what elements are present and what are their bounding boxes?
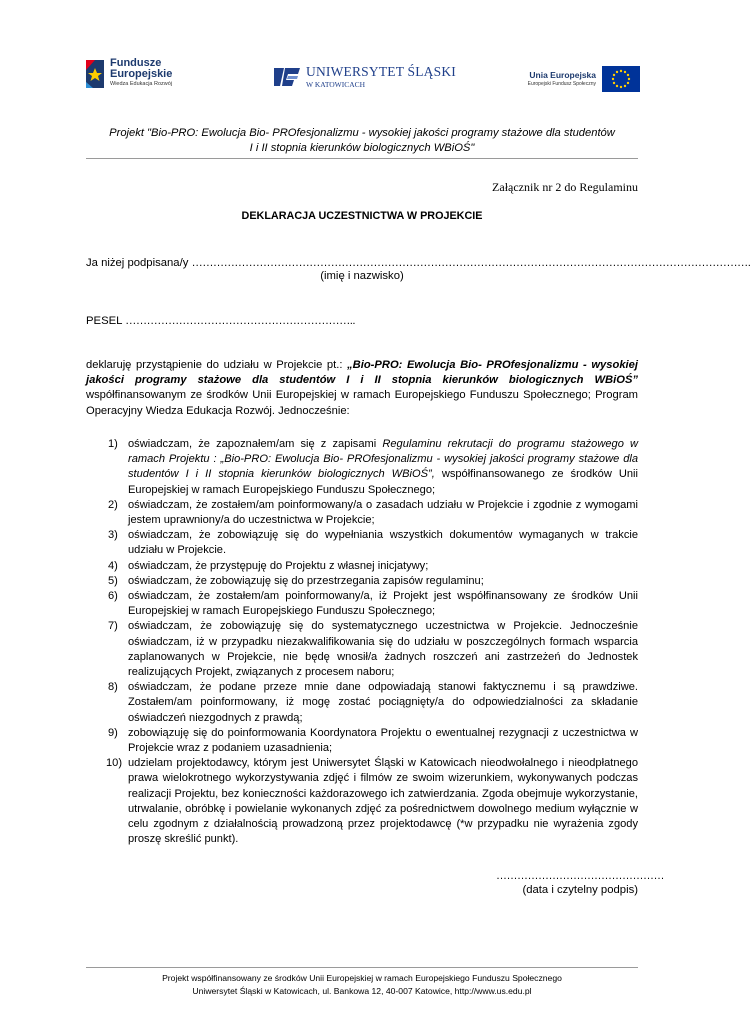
intro-after: współfinansowanym ze środków Unii Europejskiej w ramach Europejskiego Funduszu Społecznego; Program Operacyjny Wiedza Edukacja Rozwój. Jednocześnie: [86,389,638,417]
name-field-caption: (imię i nazwisko) [320,270,404,282]
page-footer [86,972,638,998]
project-header [86,126,638,156]
declaration-item [86,589,638,619]
fundusze-star-icon [84,56,106,92]
university-name: UNIWERSYTET ŚLĄSKI [306,64,456,79]
declaration-text: oświadczam, że zobowiązuję się do wypełniania wszystkich dokumentów wymaganych w trakcie udziału w Projekcie. [128,529,638,557]
project-header-line1: Projekt "Bio-PRO: Ewolucja Bio- PROfesjonalizmu - wysokiej jakości programy stażowe dla studentów [109,127,615,139]
annex-label: Załącznik nr 2 do Regulaminu [492,180,638,194]
declaration-text: oświadczam, że podane przeze mnie dane odpowiadają stanowi faktycznemu i są prawdziwe. Zostałem/am poinformowany, iż mogę zostać pociągnięty/a do odpowiedzialności za składanie oświadczeń niezgodnych z prawdą; [128,681,638,724]
project-header-line2: I i II stopnia kierunków biologicznych WBiOŚ" [249,142,475,154]
footer-line1: Projekt współfinansowany ze środków Unii Europejskiej w ramach Europejskiego Funduszu Społecznego [162,973,562,983]
declarations-list [86,437,638,847]
declaration-item [86,437,638,498]
university-city: W KATOWICACH [306,80,366,89]
declaration-text: oświadczam, że zobowiązuję się do przestrzegania zapisów regulaminu; [128,574,484,587]
declaration-text: oświadczam, że zostałem/am poinformowany/a, iż Projekt jest współfinansowany ze środków Unii Europejskiej w ramach Europejskiego Funduszu Społecznego; [128,590,638,618]
declaration-italic: Regulaminu rekrutacji do programu stażowego w ramach Projektu : „Bio-PRO: Ewolucja Bio- PROfesjonalizmu - wysokiej jakości programy stażowe dla studentów I i II stopnia kierunków biologicznych WBiOŚ”, [128,438,638,481]
declaration-number: 4) [108,559,118,572]
declaration-number: 8) [108,681,118,694]
footer-divider [86,967,638,968]
header-divider [86,158,638,159]
declaration-number: 10) [106,757,123,770]
intro-project-title: „Bio-PRO: Ewolucja Bio- PROfesjonalizmu - wysokiej jakości programy stażowe dla studentów I i II stopnia kierunków biologicznych WBiOŚ” [86,359,638,387]
declaration-number: 2) [108,498,118,511]
declaration-number: 1) [108,438,118,450]
eu-logo-line1: Unia Europejska [529,70,596,80]
declaration-text: oświadczam, że przystępuję do Projektu z własnej inicjatywy; [128,559,429,572]
signature-field[interactable]: ………………………………………… [496,870,664,882]
declaration-number: 5) [108,574,118,587]
eu-flag-icon [602,66,640,92]
declaration-number: 6) [108,590,118,603]
eu-logo-line2: Europejski Fundusz Społeczny [527,81,596,87]
declaration-item [86,528,638,558]
declaration-item [86,498,638,528]
declaration-text-post: współfinansowanego ze środków Unii Europejskiej w ramach Europejskiego Funduszu Społecznego; [128,468,638,496]
declaration-text: oświadczam, że zapoznałem/am się z zapisami [128,438,383,450]
fundusze-logo-line3: Wiedza Edukacja Rozwój [110,81,173,87]
declaration-text: oświadczam, że zobowiązuję się do systematycznego uczestnictwa w Projekcie. Jednocześnie oświadczam, iż w przypadku niezakwalifikowania się do udziału w poszczególnych formach wsparcia zaplanowanych w Projekcie, nie będę wnosił/a żadnych roszczeń ani zastrzeżeń do Jednostek realizujących Projekt, związanych z procesem naboru; [128,620,638,679]
declaration-item [86,559,638,574]
declaration-text: zobowiązuję się do poinformowania Koordynatora Projektu o ewentualnej rezygnacji z uczestnictwa w Projekcie wraz z podaniem uzasadnienia; [128,726,638,755]
declaration-text: oświadczam, że zostałem/am poinformowany/a o zasadach udziału w Projekcie i zgodnie z wymogami jestem uprawniony/a do uczestnictwa w Projekcie; [128,498,638,527]
footer-line2: Uniwersytet Śląski w Katowicach, ul. Bankowa 12, 40-007 Katowice, http://www.us.edu.pl [192,986,532,996]
intro-before: deklaruję przystąpienie do udziału w Projekcie pt.: [86,359,348,371]
eu-logo [515,66,640,92]
fundusze-logo-line2: Europejskie [110,68,173,80]
fundusze-europejskie-logo [84,56,204,94]
name-field-label: Ja niżej podpisana/y [86,257,189,269]
declaration-item [86,619,638,680]
declaration-item [86,574,638,589]
signature-caption: (data i czytelny podpis) [522,884,638,896]
declaration-number: 3) [108,529,118,542]
declaration-text: udzielam projektodawcy, którym jest Uniwersytet Śląski w Katowicach nieodwołalnego i nieodpłatnego prawa wielokrotnego wykorzystywania zdjęć i filmów ze swoim wizerunkiem, wykonywanych podczas realizacji Projektu, bez konieczności każdorazowego ich zatwierdzania. Zgoda obejmuje wykorzystanie, utrwalanie, obróbkę i powielanie wykonanych zdjęć za pośrednictwem dowolnego medium wyłącznie w celu zgodnym z działalnością prowadzoną przez projektodawcę (*w przypadku nie wyrażenia zgody proszę skreślić punkt). [128,757,638,846]
declaration-item [86,680,638,726]
fundusze-logo-line1: Fundusze [110,57,162,69]
name-field-row [86,257,750,269]
intro-paragraph [86,358,638,419]
name-field-dots[interactable]: …………………………………………………………………………………………………………………………………………. [191,257,750,269]
declaration-number: 9) [108,726,118,739]
pesel-field-row [86,315,355,327]
declaration-item [86,726,638,756]
document-title: DEKLARACJA UCZESTNICTWA W PROJEKCIE [241,210,483,222]
university-emblem-icon [272,66,302,88]
pesel-field-dots[interactable]: ……………………………………………………….. [125,315,355,327]
pesel-field-label: PESEL [86,315,123,327]
declaration-number: 7) [108,620,118,633]
university-logo [272,62,472,92]
declaration-item [86,756,638,847]
